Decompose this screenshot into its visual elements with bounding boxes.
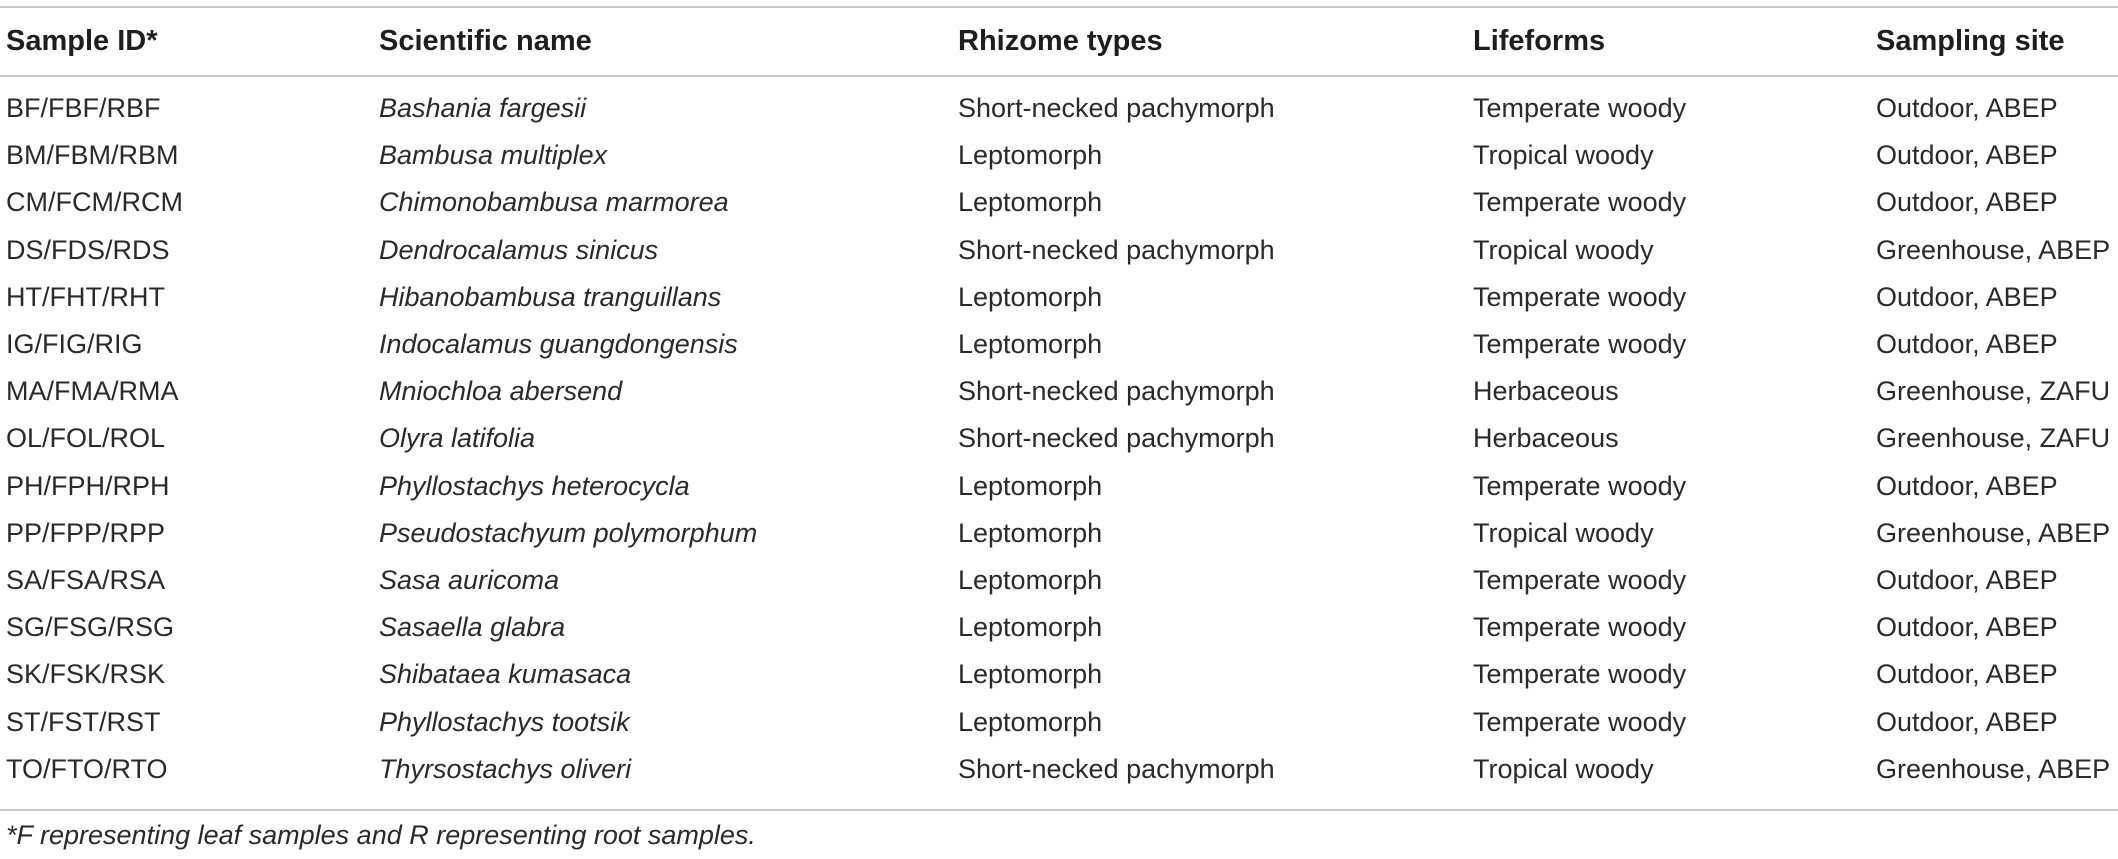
cell-lifeform: Temperate woody bbox=[1473, 659, 1687, 690]
cell-sample-id: MA/FMA/RMA bbox=[6, 376, 179, 407]
cell-sampling-site: Outdoor, ABEP bbox=[1876, 187, 2058, 218]
cell-scientific-name: Indocalamus guangdongensis bbox=[379, 329, 738, 360]
cell-sampling-site: Greenhouse, ABEP bbox=[1876, 517, 2111, 548]
table-row bbox=[0, 557, 2118, 604]
cell-sample-id: IG/FIG/RIG bbox=[6, 329, 143, 360]
cell-sample-id: SG/FSG/RSG bbox=[6, 612, 175, 643]
cell-rhizome-type: Short-necked pachymorph bbox=[958, 376, 1275, 407]
cell-lifeform: Tropical woody bbox=[1473, 517, 1654, 548]
header-scientific-name: Scientific name bbox=[379, 25, 592, 57]
header-lifeforms: Lifeforms bbox=[1473, 25, 1606, 57]
cell-sample-id: OL/FOL/ROL bbox=[6, 423, 166, 454]
header-rhizome-types: Rhizome types bbox=[958, 25, 1163, 57]
cell-lifeform: Temperate woody bbox=[1473, 93, 1687, 124]
table-row bbox=[0, 227, 2118, 274]
cell-scientific-name: Thyrsostachys oliveri bbox=[379, 753, 632, 784]
cell-sampling-site: Greenhouse, ZAFU bbox=[1876, 376, 2111, 407]
cell-sampling-site: Outdoor, ABEP bbox=[1876, 93, 2058, 124]
cell-rhizome-type: Leptomorph bbox=[958, 470, 1103, 501]
cell-rhizome-type: Leptomorph bbox=[958, 564, 1103, 595]
table-row bbox=[0, 179, 2118, 226]
table-row bbox=[0, 368, 2118, 415]
cell-scientific-name: Mniochloa abersend bbox=[379, 376, 623, 407]
table-bottom-rule bbox=[0, 809, 2118, 811]
cell-lifeform: Herbaceous bbox=[1473, 376, 1619, 407]
table-row bbox=[0, 132, 2118, 179]
cell-sample-id: PP/FPP/RPP bbox=[6, 517, 166, 548]
cell-sampling-site: Greenhouse, ABEP bbox=[1876, 234, 2111, 265]
cell-lifeform: Tropical woody bbox=[1473, 234, 1654, 265]
cell-lifeform: Tropical woody bbox=[1473, 140, 1654, 171]
cell-rhizome-type: Short-necked pachymorph bbox=[958, 93, 1275, 124]
cell-sampling-site: Greenhouse, ABEP bbox=[1876, 753, 2111, 784]
cell-lifeform: Temperate woody bbox=[1473, 706, 1687, 737]
cell-scientific-name: Phyllostachys tootsik bbox=[379, 706, 630, 737]
cell-sample-id: SK/FSK/RSK bbox=[6, 659, 166, 690]
table-row bbox=[0, 463, 2118, 510]
cell-scientific-name: Bashania fargesii bbox=[379, 93, 587, 124]
cell-scientific-name: Shibataea kumasaca bbox=[379, 659, 632, 690]
cell-scientific-name: Phyllostachys heterocycla bbox=[379, 470, 690, 501]
header-sampling-site: Sampling site bbox=[1876, 25, 2065, 57]
cell-scientific-name: Chimonobambusa marmorea bbox=[379, 187, 729, 218]
table-row bbox=[0, 510, 2118, 557]
cell-lifeform: Temperate woody bbox=[1473, 564, 1687, 595]
cell-lifeform: Temperate woody bbox=[1473, 470, 1687, 501]
cell-sampling-site: Greenhouse, ZAFU bbox=[1876, 423, 2111, 454]
table-header-row bbox=[0, 8, 2118, 75]
cell-sample-id: BF/FBF/RBF bbox=[6, 93, 161, 124]
cell-sample-id: BM/FBM/RBM bbox=[6, 140, 179, 171]
cell-sample-id: DS/FDS/RDS bbox=[6, 234, 170, 265]
table-footnote: *F representing leaf samples and R representing root samples. bbox=[6, 820, 756, 850]
cell-rhizome-type: Leptomorph bbox=[958, 187, 1103, 218]
cell-rhizome-type: Leptomorph bbox=[958, 140, 1103, 171]
cell-rhizome-type: Leptomorph bbox=[958, 281, 1103, 312]
cell-lifeform: Temperate woody bbox=[1473, 281, 1687, 312]
cell-scientific-name: Dendrocalamus sinicus bbox=[379, 234, 659, 265]
cell-scientific-name: Hibanobambusa tranguillans bbox=[379, 281, 722, 312]
cell-sample-id: HT/FHT/RHT bbox=[6, 281, 165, 312]
cell-sampling-site: Outdoor, ABEP bbox=[1876, 140, 2058, 171]
cell-sample-id: PH/FPH/RPH bbox=[6, 470, 170, 501]
cell-rhizome-type: Leptomorph bbox=[958, 706, 1103, 737]
cell-scientific-name: Sasa auricoma bbox=[379, 564, 560, 595]
cell-lifeform: Temperate woody bbox=[1473, 187, 1687, 218]
cell-rhizome-type: Short-necked pachymorph bbox=[958, 423, 1275, 454]
cell-rhizome-type: Short-necked pachymorph bbox=[958, 234, 1275, 265]
cell-scientific-name: Pseudostachyum polymorphum bbox=[379, 517, 758, 548]
cell-rhizome-type: Short-necked pachymorph bbox=[958, 753, 1275, 784]
cell-sampling-site: Outdoor, ABEP bbox=[1876, 470, 2058, 501]
cell-lifeform: Tropical woody bbox=[1473, 753, 1654, 784]
cell-sampling-site: Outdoor, ABEP bbox=[1876, 659, 2058, 690]
cell-lifeform: Temperate woody bbox=[1473, 612, 1687, 643]
sample-table bbox=[0, 8, 2118, 793]
cell-sampling-site: Outdoor, ABEP bbox=[1876, 706, 2058, 737]
table-row bbox=[0, 746, 2118, 793]
table-row bbox=[0, 75, 2118, 132]
cell-lifeform: Herbaceous bbox=[1473, 423, 1619, 454]
cell-sampling-site: Outdoor, ABEP bbox=[1876, 612, 2058, 643]
cell-scientific-name: Sasaella glabra bbox=[379, 612, 566, 643]
cell-rhizome-type: Leptomorph bbox=[958, 612, 1103, 643]
table-row bbox=[0, 604, 2118, 651]
cell-scientific-name: Bambusa multiplex bbox=[379, 140, 608, 171]
table-body bbox=[0, 75, 2118, 793]
table-row bbox=[0, 321, 2118, 368]
cell-lifeform: Temperate woody bbox=[1473, 329, 1687, 360]
cell-sample-id: CM/FCM/RCM bbox=[6, 187, 183, 218]
cell-sampling-site: Outdoor, ABEP bbox=[1876, 281, 2058, 312]
table-row bbox=[0, 651, 2118, 698]
cell-rhizome-type: Leptomorph bbox=[958, 329, 1103, 360]
table-row bbox=[0, 415, 2118, 462]
table-row bbox=[0, 274, 2118, 321]
cell-sample-id: SA/FSA/RSA bbox=[6, 564, 166, 595]
header-sample-id: Sample ID* bbox=[6, 25, 158, 57]
cell-sampling-site: Outdoor, ABEP bbox=[1876, 329, 2058, 360]
cell-sampling-site: Outdoor, ABEP bbox=[1876, 564, 2058, 595]
cell-sample-id: TO/FTO/RTO bbox=[6, 753, 168, 784]
cell-rhizome-type: Leptomorph bbox=[958, 659, 1103, 690]
cell-scientific-name: Olyra latifolia bbox=[379, 423, 536, 454]
table-row bbox=[0, 698, 2118, 745]
cell-sample-id: ST/FST/RST bbox=[6, 706, 161, 737]
cell-rhizome-type: Leptomorph bbox=[958, 517, 1103, 548]
